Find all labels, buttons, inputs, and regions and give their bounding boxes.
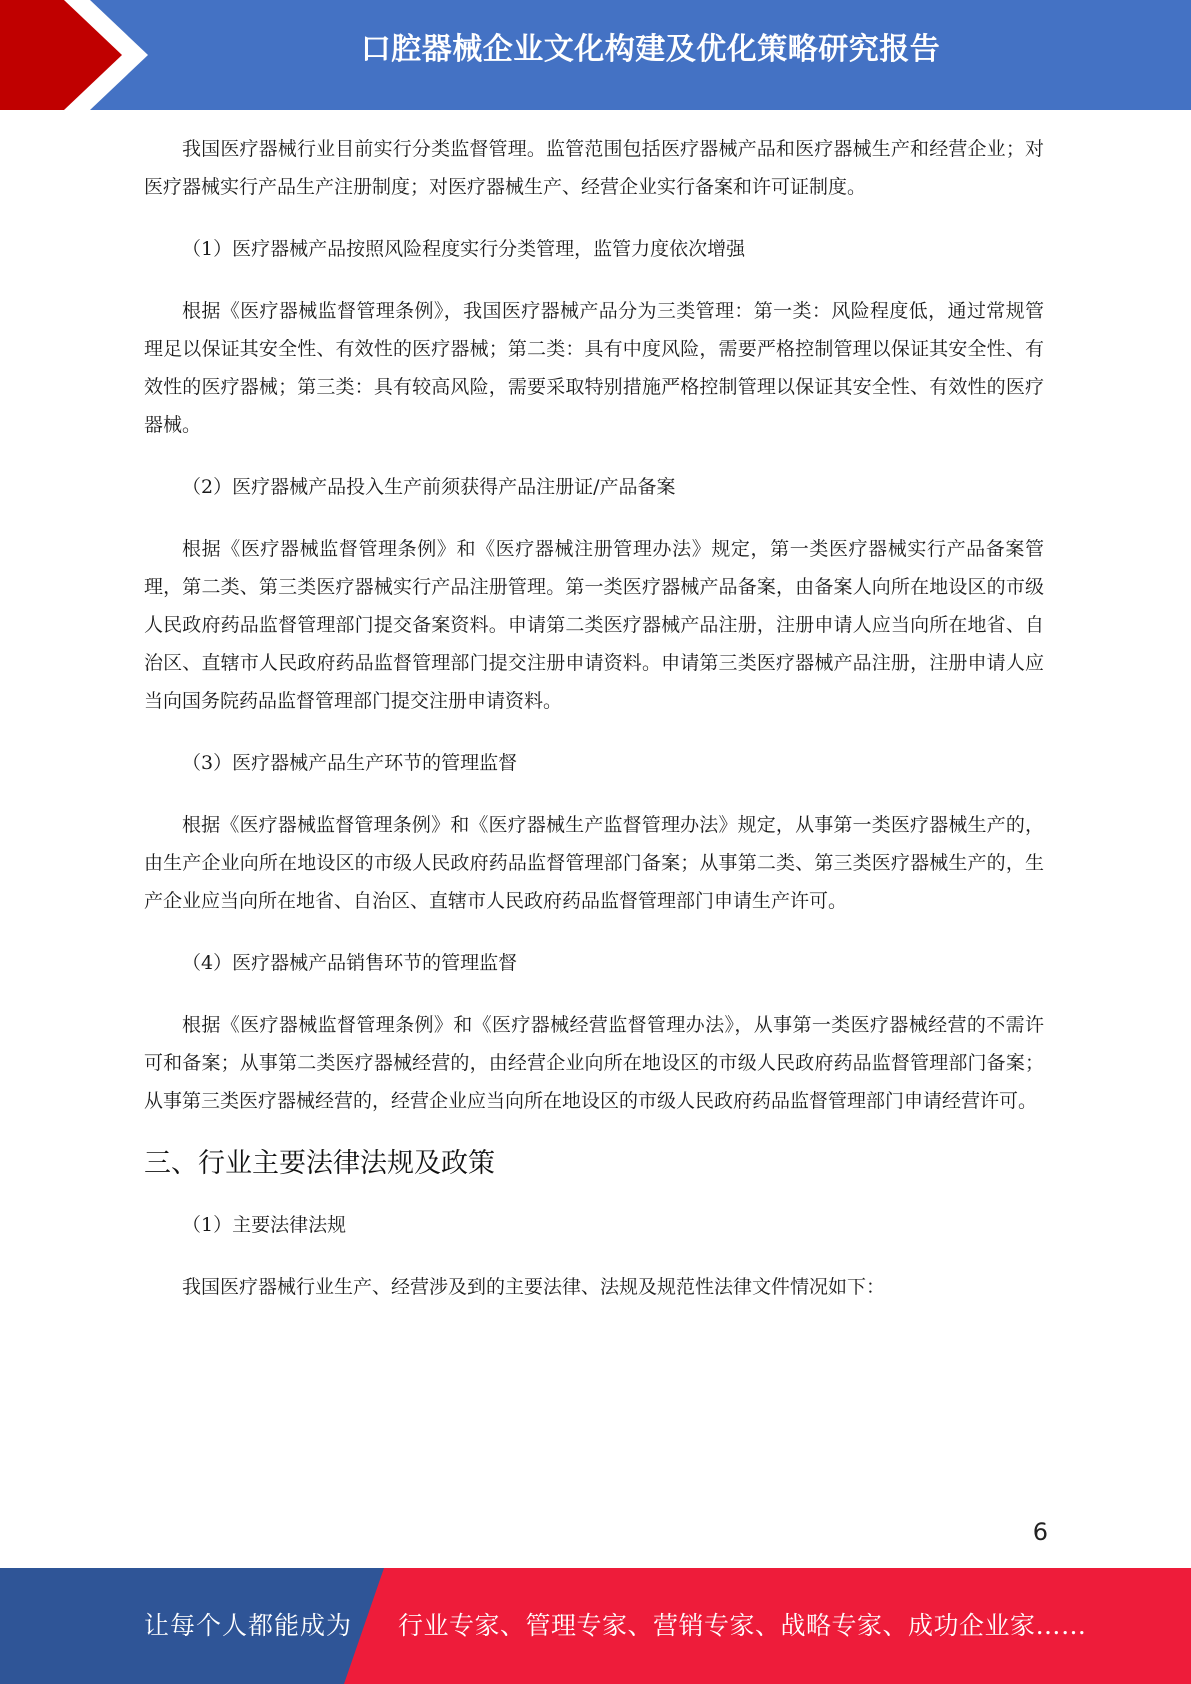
page-footer bbox=[0, 1568, 1191, 1684]
document-body bbox=[144, 130, 1044, 1330]
footer-slogan-right: 行业专家、管理专家、营销专家、战略专家、成功企业家…… bbox=[398, 1611, 1087, 1640]
paragraph-2: 根据《医疗器械监督管理条例》和《医疗器械注册管理办法》规定，第一类医疗器械实行产品备案管理，第二类、第三类医疗器械实行产品注册管理。第一类医疗器械产品备案，由备案人向所在地设区的市级人民政府药品监督管理部门提交备案资料。申请第二类医疗器械产品注册，注册申请人应当向所在地省、自治区、直辖市人民政府药品监督管理部门提交注册申请资料。申请第三类医疗器械产品注册，注册申请人应当向国务院药品监督管理部门提交注册申请资料。 bbox=[144, 538, 1044, 712]
page-number: 6 bbox=[1032, 1518, 1048, 1546]
report-title: 口腔器械企业文化构建及优化策略研究报告 bbox=[360, 32, 941, 67]
subheading-5: （1）主要法律法规 bbox=[182, 1214, 347, 1236]
paragraph-1: 根据《医疗器械监督管理条例》，我国医疗器械产品分为三类管理：第一类：风险程度低，通过常规管理足以保证其安全性、有效性的医疗器械；第二类：具有中度风险，需要严格控制管理以保证其安全性、有效性的医疗器械；第三类：具有较高风险，需要采取特别措施严格控制管理以保证其安全性、有效性的医疗器械。 bbox=[144, 300, 1044, 436]
page-header bbox=[0, 0, 1191, 110]
paragraph-5: 我国医疗器械行业生产、经营涉及到的主要法律、法规及规范性法律文件情况如下： bbox=[182, 1276, 886, 1298]
subheading-4: （4）医疗器械产品销售环节的管理监督 bbox=[182, 952, 518, 974]
subheading-3: （3）医疗器械产品生产环节的管理监督 bbox=[182, 752, 518, 774]
header-arrow-decoration bbox=[0, 0, 160, 110]
paragraph-3: 根据《医疗器械监督管理条例》和《医疗器械生产监督管理办法》规定，从事第一类医疗器械生产的，由生产企业向所在地设区的市级人民政府药品监督管理部门备案；从事第二类、第三类医疗器械生产的，生产企业应当向所在地省、自治区、直辖市人民政府药品监督管理部门申请生产许可。 bbox=[144, 814, 1044, 912]
subheading-1: （1）医疗器械产品按照风险程度实行分类管理，监管力度依次增强 bbox=[182, 238, 746, 260]
paragraph-4: 根据《医疗器械监督管理条例》和《医疗器械经营监督管理办法》，从事第一类医疗器械经营的不需许可和备案；从事第二类医疗器械经营的，由经营企业向所在地设区的市级人民政府药品监督管理部门备案；从事第三类医疗器械经营的，经营企业应当向所在地设区的市级人民政府药品监督管理部门申请经营许可。 bbox=[144, 1014, 1044, 1112]
intro-paragraph: 我国医疗器械行业目前实行分类监督管理。监管范围包括医疗器械产品和医疗器械生产和经营企业；对医疗器械实行产品生产注册制度；对医疗器械生产、经营企业实行备案和许可证制度。 bbox=[144, 138, 1044, 198]
footer-slogan-left: 让每个人都能成为 bbox=[144, 1611, 353, 1640]
subheading-2: （2）医疗器械产品投入生产前须获得产品注册证/产品备案 bbox=[182, 476, 676, 498]
section-heading: 三、行业主要法律法规及政策 bbox=[144, 1148, 495, 1179]
